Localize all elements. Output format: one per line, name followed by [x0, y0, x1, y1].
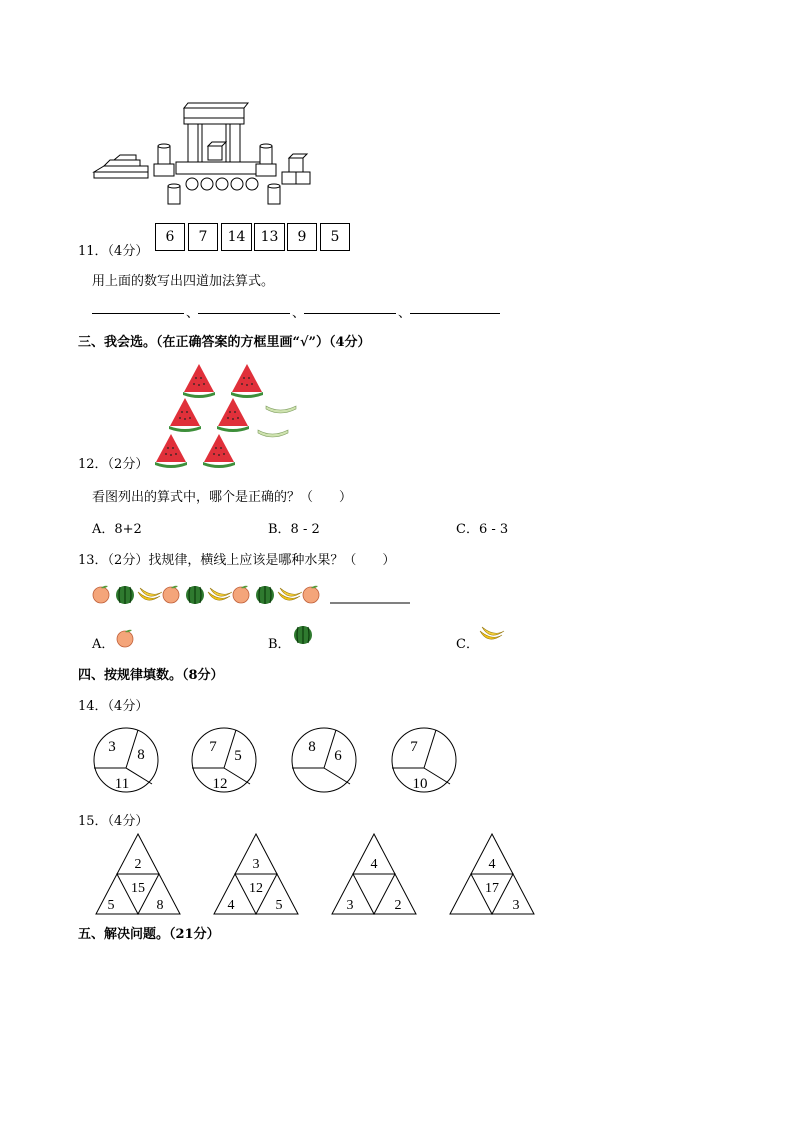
triangle-value: 4	[370, 857, 378, 872]
circle-value: 8	[137, 747, 145, 763]
triangle-puzzle	[332, 834, 416, 914]
triangle-value: 2	[134, 857, 142, 872]
section-3-title: 三、我会选。（在正确答案的方框里画“√”）（4分）	[78, 335, 371, 350]
watermelon-slice	[183, 364, 215, 398]
watermelon-slice	[155, 434, 187, 468]
q13-question: 13．（2分）找规律，横线上应该是哪种水果？（ ）	[78, 553, 396, 568]
triangle-value: 5	[275, 898, 283, 913]
blocks-illustration	[90, 100, 320, 215]
triangle-value: 4	[227, 898, 235, 913]
section-5-title: 五、解决问题。（21分）	[78, 927, 220, 942]
circle-value: 11	[114, 776, 130, 792]
answer-blank[interactable]	[410, 313, 500, 314]
watermelon-slices-image	[150, 360, 300, 470]
triangle-puzzle	[214, 834, 298, 914]
circle-value: 7	[410, 739, 418, 755]
number-box: 9	[287, 223, 317, 251]
watermelon-rind	[266, 406, 296, 413]
triangle-value: 3	[252, 857, 260, 872]
q12-option-a[interactable]: A．8+2	[92, 522, 142, 537]
peach-icon	[163, 586, 179, 603]
watermelon-icon	[116, 586, 134, 604]
circle-value: 7	[209, 739, 217, 755]
circle-puzzle	[192, 728, 256, 792]
separator: 、	[292, 306, 306, 321]
number-box: 5	[320, 223, 350, 251]
banana-icon	[278, 588, 302, 600]
answer-blank[interactable]	[92, 313, 184, 314]
watermelon-rind	[258, 430, 288, 437]
peach-icon[interactable]	[112, 622, 138, 648]
watermelon-slice	[203, 434, 235, 468]
q13-option-c[interactable]: C．	[456, 637, 479, 652]
separator: 、	[186, 306, 200, 321]
q11-instruction: 用上面的数写出四道加法算式。	[92, 274, 275, 289]
fruit-pattern	[90, 580, 420, 610]
q13-option-b[interactable]: B．	[268, 637, 291, 652]
q12-label: 12．（2分）	[78, 457, 149, 472]
circle-value: 8	[308, 739, 316, 755]
triangle-value: 5	[107, 898, 115, 913]
q12-question: 看图列出的算式中，哪个是正确的？（ ）	[92, 490, 353, 505]
q13-option-a[interactable]: A．	[92, 637, 115, 652]
triangle-puzzles	[90, 832, 540, 918]
circle-value: 3	[108, 739, 116, 755]
triangle-value: 15	[131, 881, 145, 896]
number-box: 7	[188, 223, 218, 251]
triangle-value: 12	[249, 881, 263, 896]
triangle-value: 3	[512, 898, 520, 913]
banana-icon	[138, 588, 162, 600]
banana-icon[interactable]	[477, 621, 507, 647]
peach-icon	[93, 586, 109, 603]
q12-option-b[interactable]: B．8 - 2	[268, 522, 320, 537]
circle-puzzles	[90, 722, 470, 798]
watermelon-slice	[231, 364, 263, 398]
q12-option-c[interactable]: C．6 - 3	[456, 522, 509, 537]
q14-label: 14．（4分）	[78, 699, 149, 714]
number-box: 14	[221, 223, 252, 251]
circle-value: 6	[334, 748, 342, 764]
circle-value: 10	[412, 776, 428, 792]
triangle-puzzle	[96, 834, 180, 914]
circle-value: 5	[234, 748, 242, 764]
watermelon-slice	[217, 398, 249, 432]
answer-blank[interactable]	[304, 313, 396, 314]
watermelon-slice	[169, 398, 201, 432]
answer-blank[interactable]	[198, 313, 290, 314]
circle-puzzle	[94, 728, 158, 792]
banana-icon	[208, 588, 232, 600]
circle-puzzle	[292, 728, 356, 792]
circle-puzzle	[392, 728, 456, 792]
watermelon-icon[interactable]	[290, 620, 316, 646]
triangle-value: 8	[156, 898, 164, 913]
peach-icon	[233, 586, 249, 603]
number-box: 6	[155, 223, 185, 251]
triangle-value: 4	[488, 857, 496, 872]
triangle-puzzle	[450, 834, 534, 914]
triangle-value: 2	[394, 898, 402, 913]
circle-value: 12	[212, 776, 228, 792]
triangle-value: 17	[485, 881, 499, 896]
watermelon-icon	[256, 586, 274, 604]
number-box: 13	[254, 223, 285, 251]
triangle-value: 3	[346, 898, 354, 913]
section-4-title: 四、按规律填数。（8分）	[78, 668, 224, 683]
watermelon-icon	[186, 586, 204, 604]
separator: 、	[398, 306, 412, 321]
peach-icon	[303, 586, 319, 603]
q15-label: 15．（4分）	[78, 814, 149, 829]
q11-label: 11．（4分）	[78, 244, 149, 259]
